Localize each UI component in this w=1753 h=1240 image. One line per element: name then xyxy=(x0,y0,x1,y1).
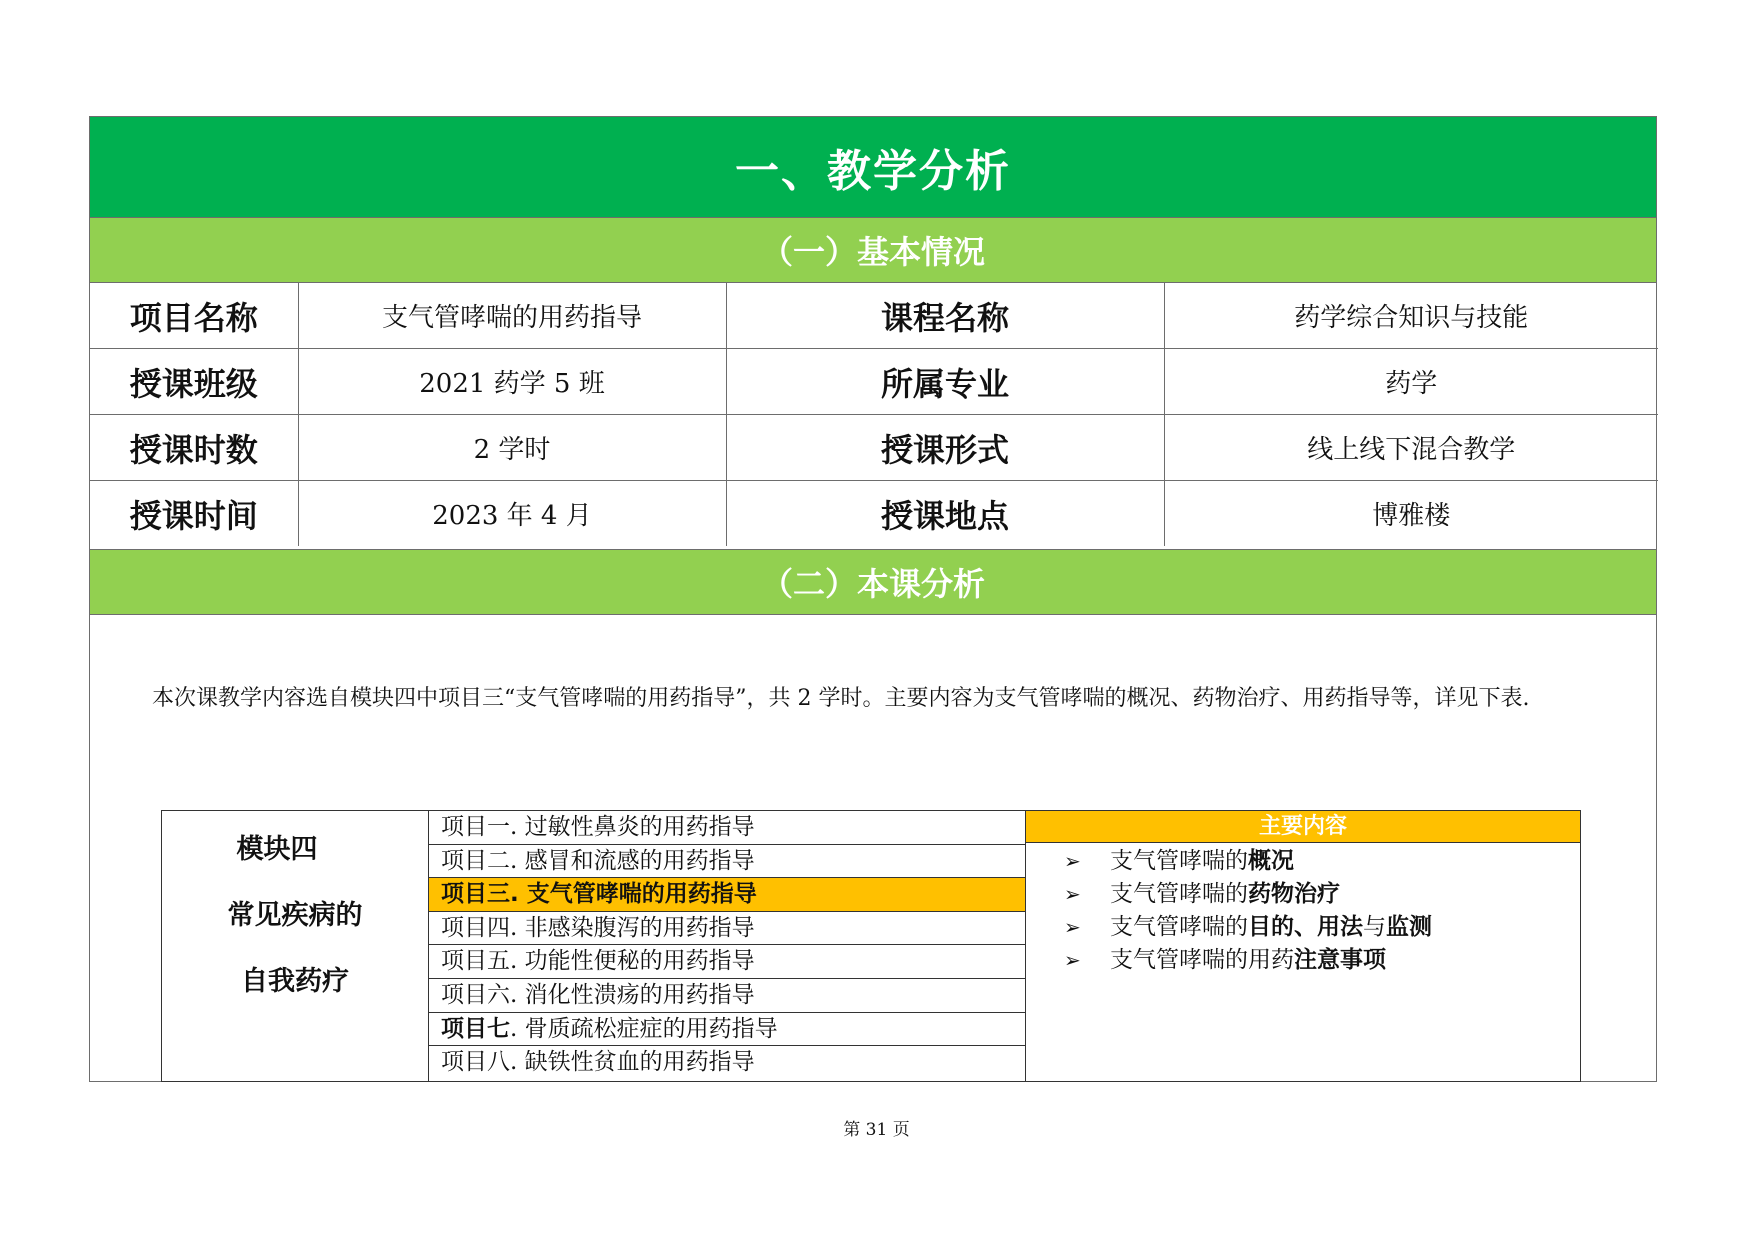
info-value: 2021 药学 5 班 xyxy=(298,349,726,415)
bullet-text: 与 xyxy=(1363,914,1386,940)
info-label: 课程名称 xyxy=(726,283,1164,349)
info-row xyxy=(90,283,1658,349)
info-row xyxy=(90,415,1658,481)
project-item: 项目五. 功能性便秘的用药指导 xyxy=(429,945,1025,979)
info-value: 2023 年 4 月 xyxy=(298,481,726,547)
page-number: 第 31 页 xyxy=(843,1120,910,1140)
info-label: 所属专业 xyxy=(726,349,1164,415)
arrow-bullet-icon: ➢ xyxy=(1064,849,1081,873)
info-value: 药学 xyxy=(1164,349,1658,415)
info-label: 授课时间 xyxy=(90,481,298,547)
bullet-bold-text: 注意事项 xyxy=(1294,947,1386,973)
arrow-bullet-icon: ➢ xyxy=(1064,948,1081,972)
content-bullet xyxy=(1064,845,1580,878)
project-item-prefix: 项目七 xyxy=(441,1015,510,1042)
content-bullet xyxy=(1064,911,1580,944)
arrow-bullet-icon: ➢ xyxy=(1064,882,1081,906)
main-content-header: 主要内容 xyxy=(1026,811,1580,843)
main-content-list xyxy=(1026,843,1580,977)
info-row xyxy=(90,349,1658,415)
main-content-cell xyxy=(1025,811,1580,1081)
info-label: 授课形式 xyxy=(726,415,1164,481)
info-value: 药学综合知识与技能 xyxy=(1164,283,1658,349)
module-title-line: 模块四 xyxy=(236,834,318,865)
basic-info-table xyxy=(90,283,1658,546)
bullet-text: 支气管哮喘的用药 xyxy=(1110,947,1294,973)
bullet-text: 支气管哮喘的 xyxy=(1110,881,1248,907)
project-item xyxy=(429,1013,1025,1047)
info-label: 项目名称 xyxy=(90,283,298,349)
section-basic-info-heading: （一）基本情况 xyxy=(90,217,1656,283)
teaching-analysis-frame xyxy=(89,116,1657,1082)
main-title: 一、教学分析 xyxy=(90,117,1656,217)
bullet-bold-text: 监测 xyxy=(1386,914,1432,940)
project-item: 项目二. 感冒和流感的用药指导 xyxy=(429,845,1025,879)
bullet-bold-text: 概况 xyxy=(1248,848,1294,874)
lesson-intro-paragraph: 本次课教学内容选自模块四中项目三“支气管哮喘的用药指导”，共 2 学时。主要内容为支气管哮喘的概况、药物治疗、用药指导等，详见下表. xyxy=(152,686,1530,711)
module-overview-table xyxy=(161,810,1581,1082)
module-title-line: 自我药疗 xyxy=(241,966,349,997)
bullet-text: 支气管哮喘的 xyxy=(1110,848,1248,874)
bullet-text: 支气管哮喘的 xyxy=(1110,914,1248,940)
bullet-bold-text: 药物治疗 xyxy=(1248,881,1340,907)
info-value: 支气管哮喘的用药指导 xyxy=(298,283,726,349)
module-title-line: 常见疾病的 xyxy=(227,900,363,931)
info-value: 2 学时 xyxy=(298,415,726,481)
info-value: 博雅楼 xyxy=(1164,481,1658,547)
project-list xyxy=(429,811,1025,1081)
content-bullet xyxy=(1064,944,1580,977)
module-title-cell xyxy=(162,811,429,1081)
info-value: 线上线下混合教学 xyxy=(1164,415,1658,481)
project-item-current: 项目三. 支气管哮喘的用药指导 xyxy=(429,878,1025,912)
info-label: 授课地点 xyxy=(726,481,1164,547)
content-bullet xyxy=(1064,878,1580,911)
project-item: 项目四. 非感染腹泻的用药指导 xyxy=(429,912,1025,946)
project-item: 项目六. 消化性溃疡的用药指导 xyxy=(429,979,1025,1013)
project-item-rest: . 骨质疏松症症的用药指导 xyxy=(510,1015,778,1042)
project-item: 项目八. 缺铁性贫血的用药指导 xyxy=(441,1049,755,1076)
bullet-bold-text: 目的、用法 xyxy=(1248,914,1363,940)
project-item: 项目一. 过敏性鼻炎的用药指导 xyxy=(429,811,1025,845)
info-label: 授课时数 xyxy=(90,415,298,481)
info-row xyxy=(90,481,1658,547)
section-lesson-analysis-heading: （二）本课分析 xyxy=(90,549,1656,615)
info-label: 授课班级 xyxy=(90,349,298,415)
arrow-bullet-icon: ➢ xyxy=(1064,915,1081,939)
